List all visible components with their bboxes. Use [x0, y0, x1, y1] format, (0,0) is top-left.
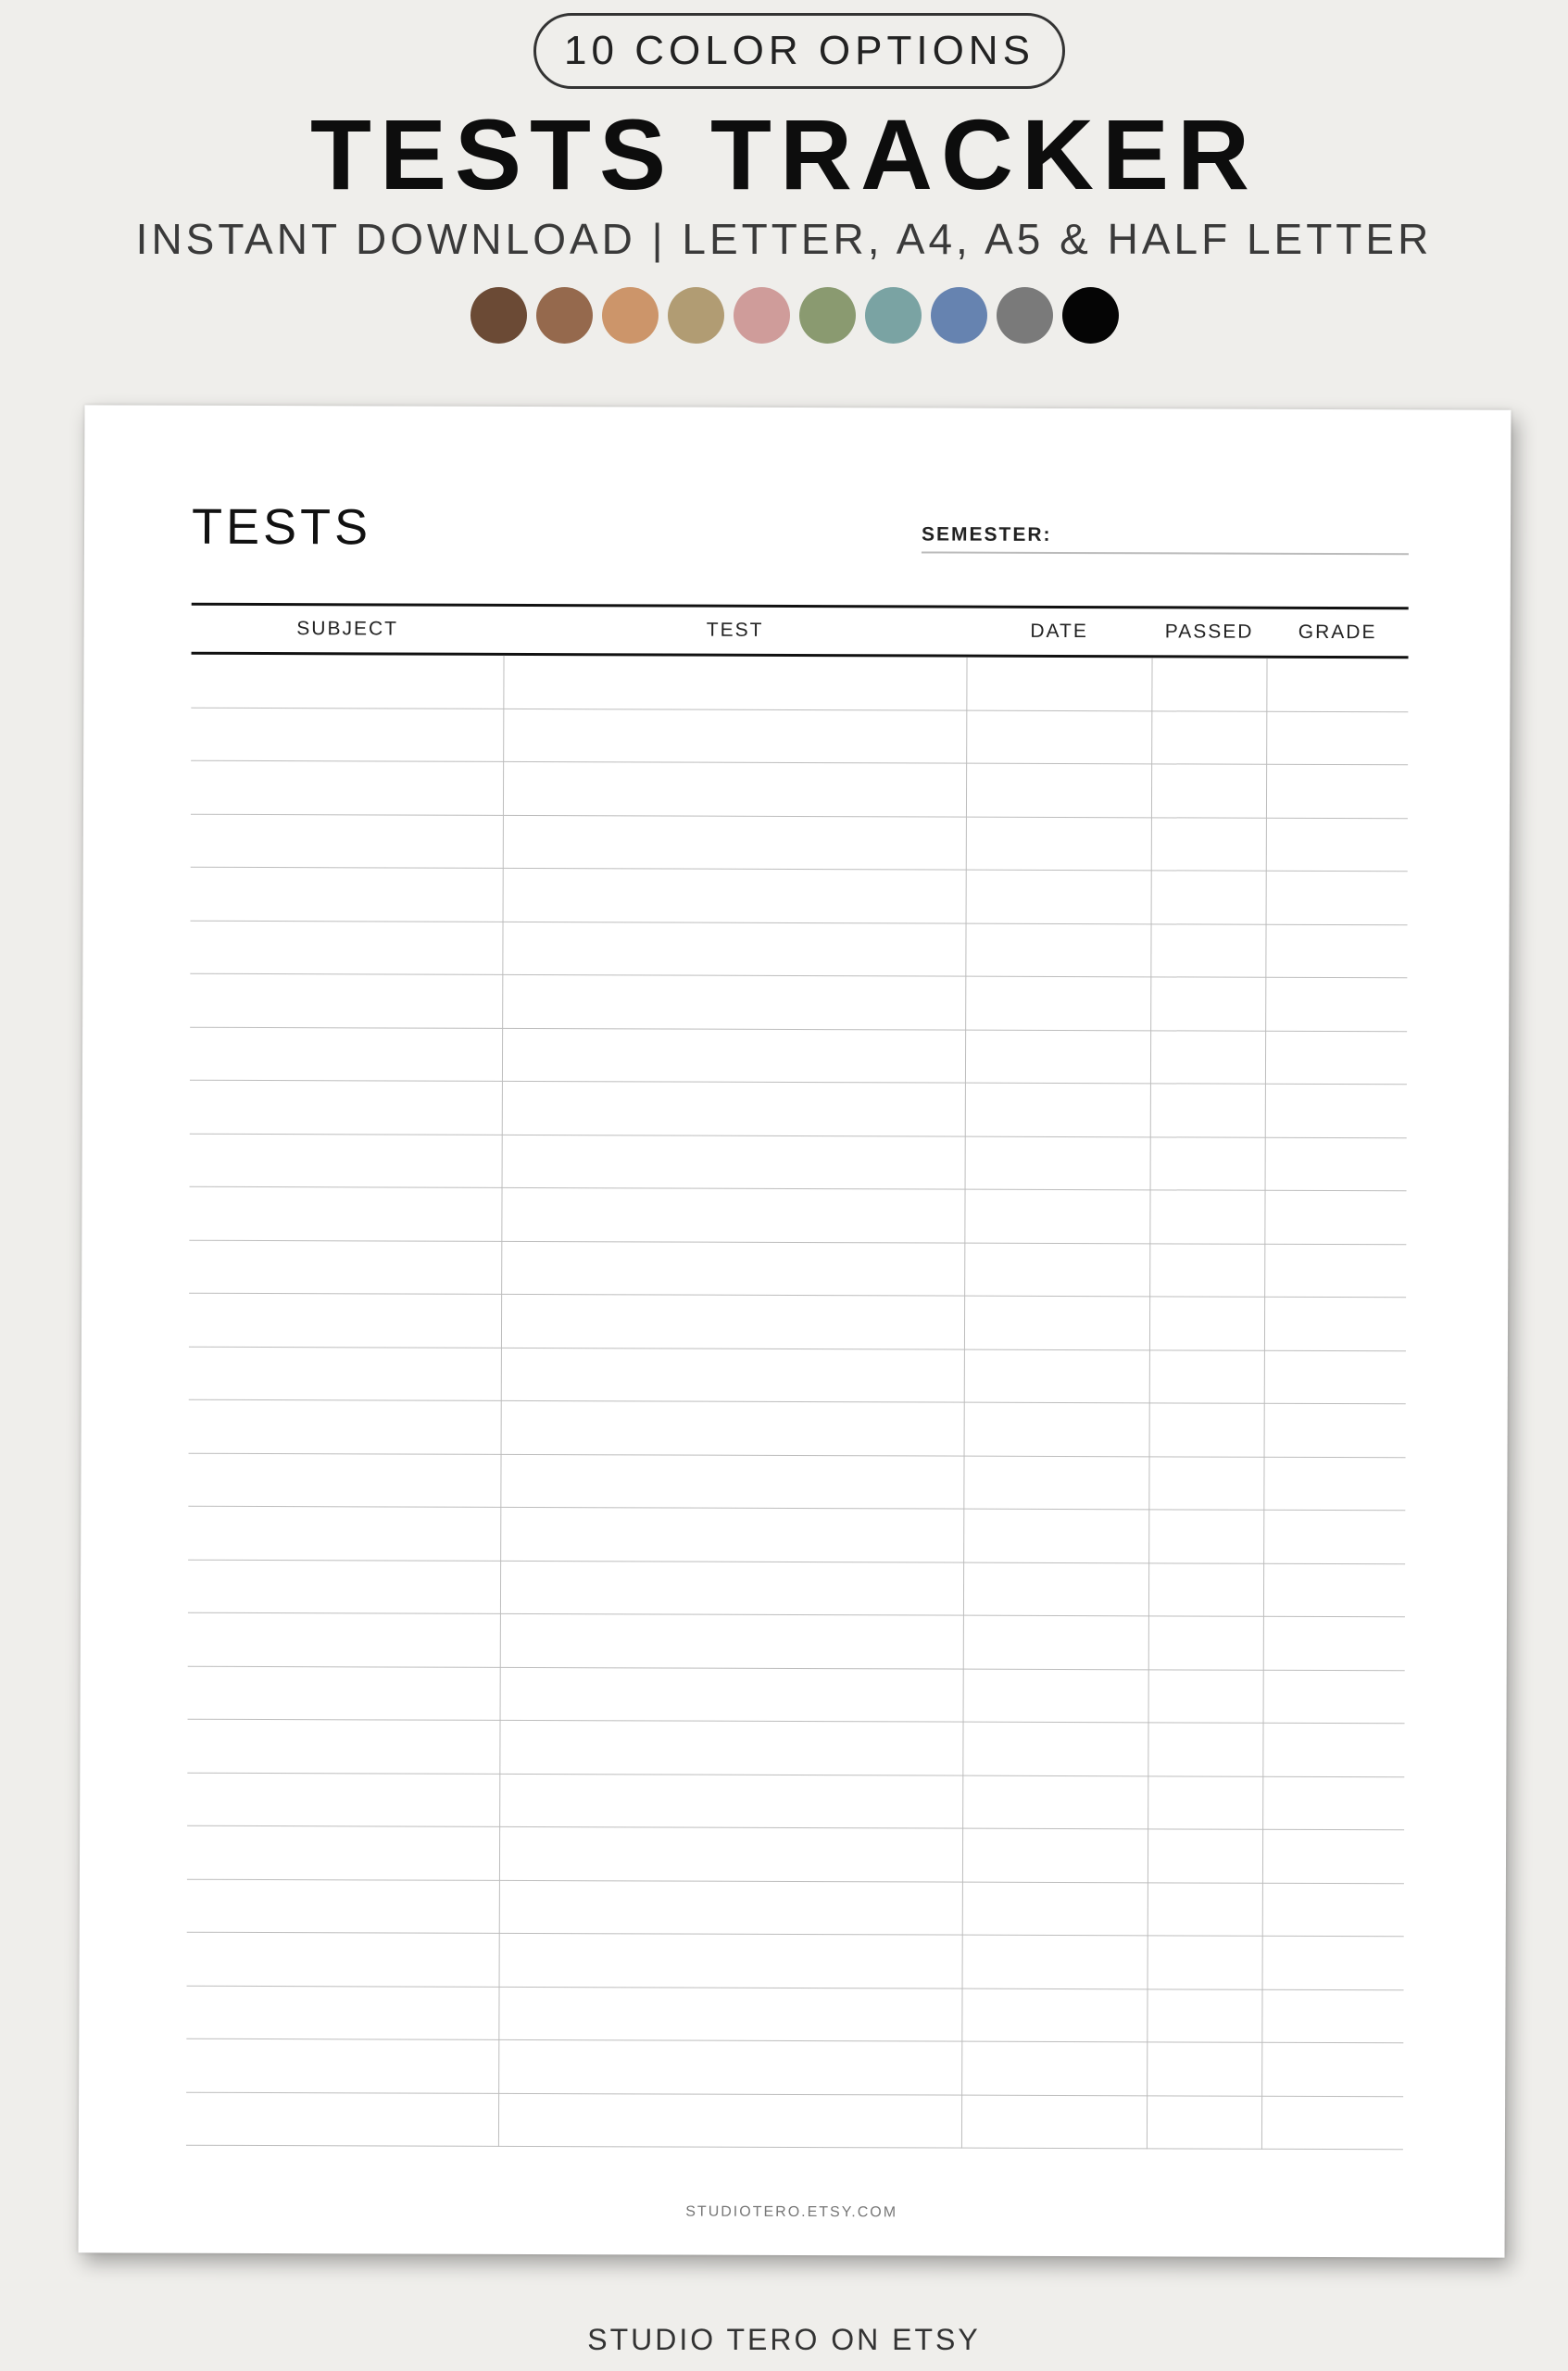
footer-url: STUDIOTERO.ETSY.COM	[685, 2203, 898, 2221]
color-swatch	[536, 287, 593, 344]
table-row	[190, 921, 1407, 978]
table-row	[191, 868, 1408, 925]
color-swatch	[668, 287, 724, 344]
table-row	[186, 1986, 1403, 2043]
table-row	[191, 655, 1408, 712]
column-header-subject: SUBJECT	[296, 618, 399, 640]
color-options-badge: 10 COLOR OPTIONS	[533, 13, 1065, 89]
page-title: TESTS	[191, 498, 372, 556]
table-row	[187, 1879, 1404, 1937]
column-header-test: TEST	[706, 619, 764, 641]
color-swatches	[470, 287, 1119, 344]
product-title: TESTS TRACKER	[309, 98, 1259, 210]
table-row	[189, 1400, 1406, 1458]
table-row	[188, 1453, 1405, 1511]
table-row	[188, 1666, 1405, 1724]
table-row	[188, 1613, 1405, 1671]
table-row	[189, 1347, 1406, 1404]
table-row	[188, 1560, 1405, 1617]
table-body	[186, 655, 1409, 2151]
color-swatch	[602, 287, 659, 344]
table-row	[190, 1081, 1407, 1138]
color-swatch	[799, 287, 856, 344]
color-swatch	[1062, 287, 1119, 344]
semester-field: SEMESTER:	[922, 523, 1409, 555]
table-row	[186, 2092, 1403, 2150]
table-row	[187, 1826, 1404, 1884]
color-swatch	[734, 287, 790, 344]
printable-page	[79, 405, 1512, 2257]
color-swatch	[931, 287, 987, 344]
color-swatch	[865, 287, 922, 344]
table-row	[189, 1294, 1406, 1351]
column-header-grade: GRADE	[1298, 621, 1377, 644]
table-row	[188, 1507, 1405, 1564]
column-header-passed: PASSED	[1164, 621, 1254, 643]
table-row	[187, 1773, 1404, 1830]
table-row	[191, 708, 1408, 765]
table-row	[190, 1134, 1407, 1191]
table-row	[187, 1933, 1404, 1990]
product-subtitle: INSTANT DOWNLOAD | LETTER, A4, A5 & HALF LETTER	[135, 215, 1433, 263]
table-row	[189, 1187, 1406, 1245]
color-swatch	[470, 287, 527, 344]
table-row	[191, 761, 1408, 819]
color-swatch	[997, 287, 1053, 344]
table-row	[191, 814, 1408, 872]
shop-credit: STUDIO TERO ON ETSY	[587, 2323, 981, 2356]
column-header-date: DATE	[1030, 620, 1088, 643]
table-row	[186, 2039, 1403, 2097]
table-row	[190, 1027, 1407, 1085]
table-row	[190, 974, 1407, 1032]
table-header	[192, 603, 1409, 659]
table-row	[187, 1720, 1404, 1777]
table-row	[189, 1240, 1406, 1298]
